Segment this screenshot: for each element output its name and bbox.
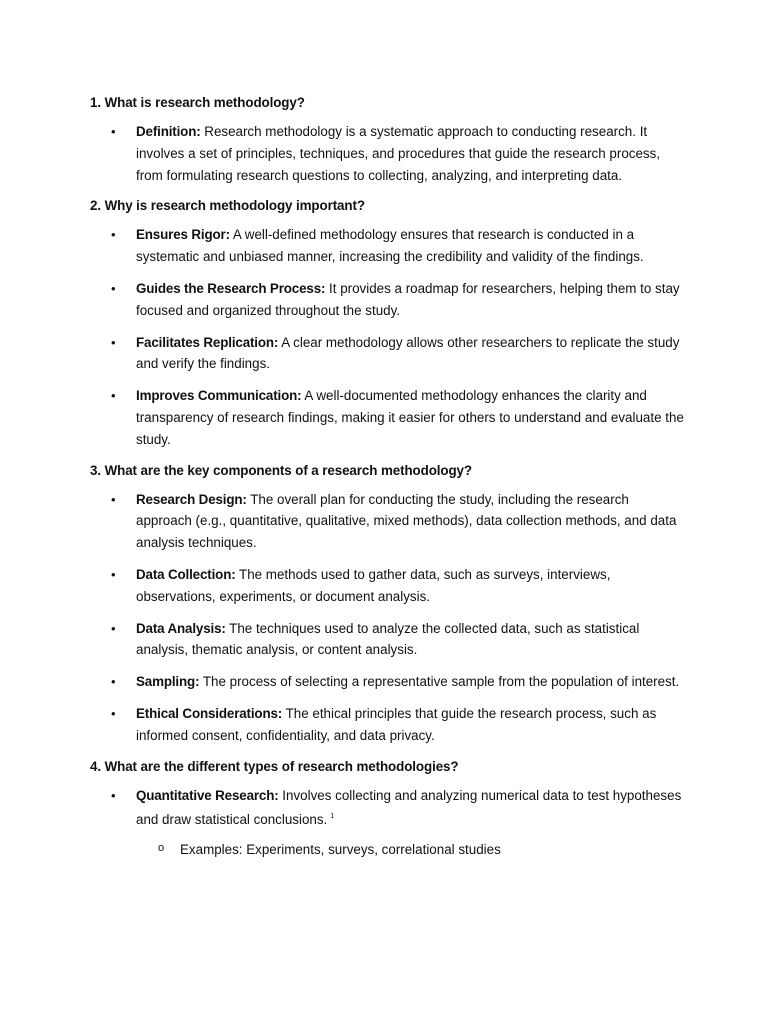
list-item <box>90 489 688 554</box>
list-item <box>90 385 688 450</box>
section-heading: 1. What is research methodology? <box>90 95 305 110</box>
section-4 <box>90 757 688 861</box>
list-item <box>90 278 688 322</box>
list-item <box>90 564 688 608</box>
section-heading: 3. What are the key components of a research methodology? <box>90 462 472 478</box>
section-2 <box>90 196 688 450</box>
section-1 <box>90 93 688 186</box>
term-label: Definition: <box>136 124 201 139</box>
sub-list-item: o Examples: Experiments, surveys, correlational studies <box>136 839 688 861</box>
list-item <box>90 121 688 186</box>
sub-list <box>136 839 688 861</box>
bullet-list <box>90 489 688 747</box>
term-description: The process of selecting a representative sample from the population of interest. <box>199 674 680 690</box>
term-label: Data Collection: <box>136 566 236 582</box>
term-label: Ethical Considerations: <box>136 705 283 721</box>
term-description: A well-defined methodology ensures that research is conducted in a systematic and unbiased manner, increasing the credibility and validity of the findings. <box>136 227 644 265</box>
bullet-list <box>90 785 688 861</box>
term-label: Quantitative Research: <box>136 787 279 803</box>
term-label: Improves Communication: <box>136 388 302 404</box>
footnote-marker: 1 <box>330 813 335 821</box>
section-3 <box>90 461 688 747</box>
list-item <box>90 618 688 662</box>
term-description: Research methodology is a systematic approach to conducting research. It involves a set of principles, techniques, and procedures that guide the research process, from formulating research questions to collecting, analyzing, and interpreting data. <box>136 124 661 183</box>
term-description: A well-documented methodology enhances the clarity and transparency of research findings, making it easier for others to understand and evaluate the study. <box>136 388 684 447</box>
term-description: The overall plan for conducting the study, including the research approach (e.g., quantitative, qualitative, mixed methods), data collection methods, and data analysis techniques. <box>136 491 677 551</box>
term-description: The ethical principles that guide the research process, such as informed consent, confidentiality, and data privacy. <box>136 705 657 743</box>
section-heading: 2. Why is research methodology important? <box>90 198 365 214</box>
term-label: Guides the Research Process: <box>136 280 326 296</box>
list-item <box>90 671 688 693</box>
term-label: Data Analysis: <box>136 620 226 636</box>
term-label: Facilitates Replication: <box>136 334 279 350</box>
section-heading: 4. What are the different types of research methodologies? <box>90 758 459 774</box>
list-item <box>90 785 688 861</box>
term-label: Ensures Rigor: <box>136 227 230 243</box>
list-item <box>90 224 688 268</box>
term-description: The methods used to gather data, such as surveys, interviews, observations, experiments, or document analysis. <box>136 566 611 604</box>
term-label: Sampling: <box>136 674 200 690</box>
term-description: The techniques used to analyze the collected data, such as statistical analysis, thematic analysis, or content analysis. <box>136 620 640 658</box>
bullet-list <box>90 121 688 186</box>
list-item <box>90 332 688 376</box>
term-description: Involves collecting and analyzing numerical data to test hypotheses and draw statistical conclusions. <box>136 787 682 828</box>
term-label: Research Design: <box>136 491 247 507</box>
term-description: It provides a roadmap for researchers, helping them to stay focused and organized throughout the study. <box>136 280 680 318</box>
list-item <box>90 703 688 747</box>
term-description: A clear methodology allows other researchers to replicate the study and verify the findings. <box>136 334 680 372</box>
bullet-list <box>90 224 688 450</box>
